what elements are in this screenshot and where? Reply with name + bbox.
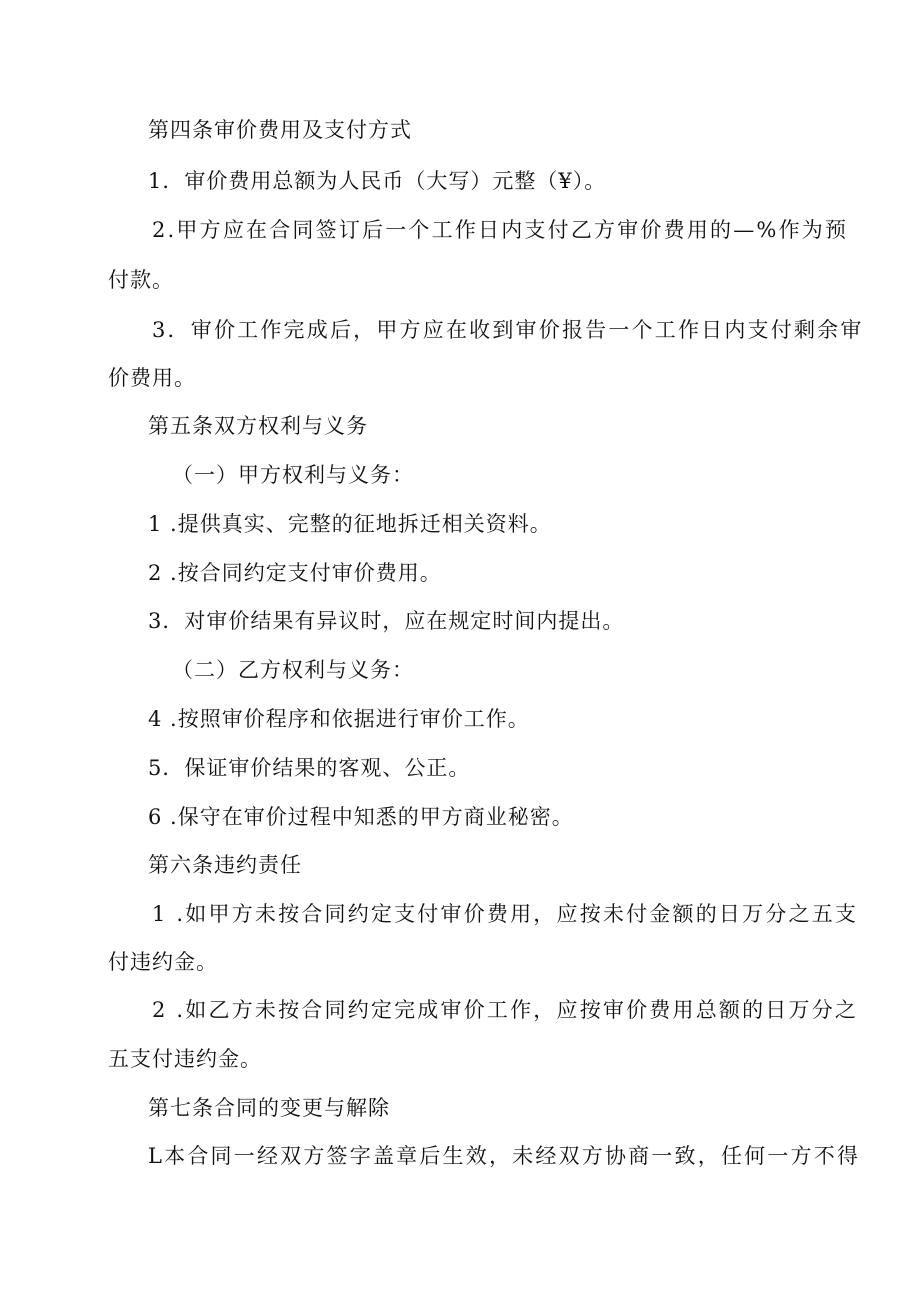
party-b-item-5: 5．保证审价结果的客观、公正。 <box>148 756 471 780</box>
party-b-subheading: （二）乙方权利与义务： <box>172 658 414 682</box>
party-a-item-1: 1 .提供真实、完整的征地拆迁相关资料。 <box>148 512 552 536</box>
party-a-item-3: 3．对审价结果有异议时，应在规定时间内提出。 <box>148 609 625 633</box>
article-6-item-2: 2 .如乙方未按合同约定完成审价工作，应按审价费用总额的日万分之 <box>152 998 859 1022</box>
article-6-item-2-cont: 五支付违约金。 <box>108 1047 262 1071</box>
article-4-item-3: 3．审价工作完成后，甲方应在收到审价报告一个工作日内支付剩余审 <box>152 318 864 342</box>
party-b-item-6: 6 .保守在审价过程中知悉的甲方商业秘密。 <box>148 805 574 829</box>
article-5-heading: 第五条双方权利与义务 <box>148 414 368 438</box>
party-a-subheading: （一）甲方权利与义务： <box>172 463 414 487</box>
article-6-heading: 第六条违约责任 <box>148 853 302 877</box>
article-4-item-3-cont: 价费用。 <box>108 366 196 390</box>
party-b-item-4: 4 .按照审价程序和依据进行审价工作。 <box>148 707 530 731</box>
article-4-heading: 第四条审价费用及支付方式 <box>148 118 412 142</box>
article-4-item-2-cont: 付款。 <box>108 268 174 292</box>
article-7-item-1: L本合同一经双方签字盖章后生效，未经双方协商一致，任何一方不得 <box>148 1144 861 1168</box>
article-4-item-1: 1．审价费用总额为人民币（大写）元整（¥）。 <box>148 169 607 193</box>
article-4-item-2: 2.甲方应在合同签订后一个工作日内支付乙方审价费用的—%作为预 <box>152 218 849 242</box>
article-6-item-1-cont: 付违约金。 <box>108 950 218 974</box>
article-7-heading: 第七条合同的变更与解除 <box>148 1096 390 1120</box>
article-6-item-1: 1 .如甲方未按合同约定支付审价费用，应按未付金额的日万分之五支 <box>152 902 859 926</box>
party-a-item-2: 2 .按合同约定支付审价费用。 <box>148 561 442 585</box>
